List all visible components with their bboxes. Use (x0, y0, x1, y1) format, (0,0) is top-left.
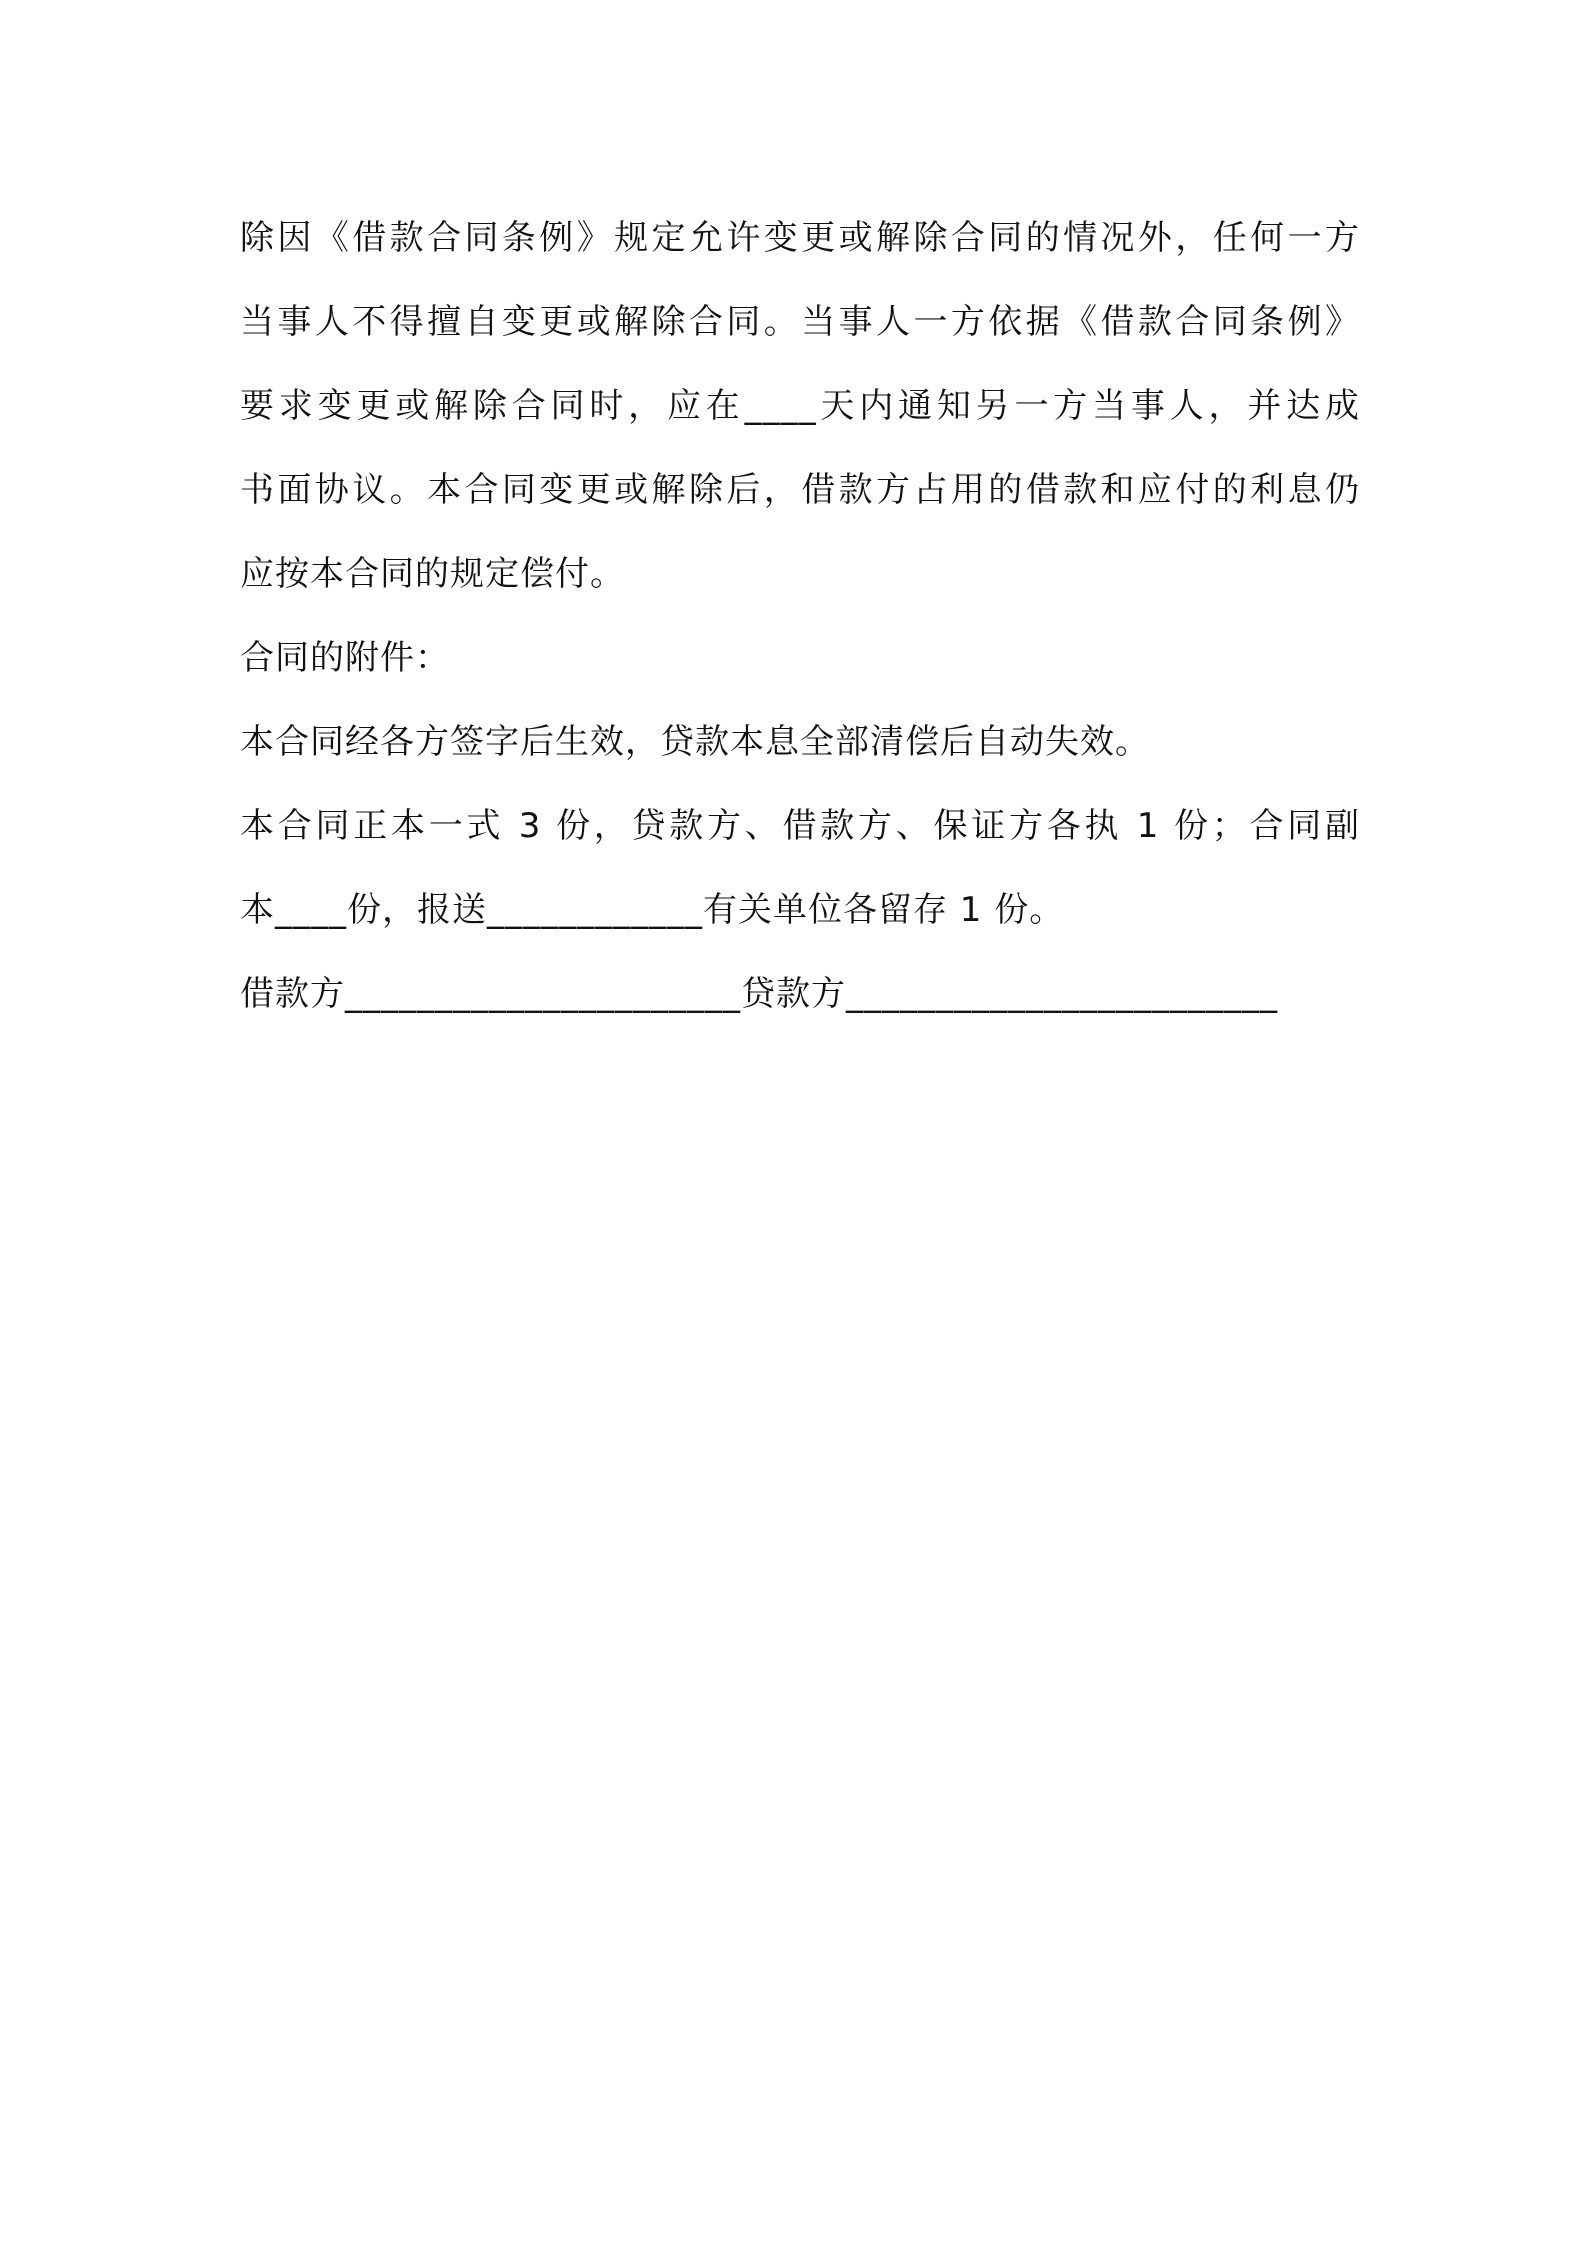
clause-line-5: 应按本合同的规定偿付。 (240, 554, 625, 594)
document-body (240, 196, 1360, 1036)
copies-clause-line-2: 本____份，报送____________有关单位各留存 1 份。 (240, 890, 1065, 930)
clause-line-2: 当事人不得擅自变更或解除合同。当事人一方依据《借款合同条例》 (240, 302, 1360, 342)
effectiveness-clause: 本合同经各方签字后生效，贷款本息全部清偿后自动失效。 (240, 722, 1150, 762)
clause-line-3: 要求变更或解除合同时，应在____天内通知另一方当事人，并达成 (240, 386, 1360, 426)
clause-line-1: 除因《借款合同条例》规定允许变更或解除合同的情况外，任何一方 (240, 218, 1360, 258)
signature-line: 借款方______________________贷款方________________________ (240, 974, 1278, 1014)
copies-clause-line-1: 本合同正本一式 3 份，贷款方、借款方、保证方各执 1 份；合同副 (240, 806, 1360, 846)
attachments-heading: 合同的附件： (240, 638, 450, 678)
clause-line-4: 书面协议。本合同变更或解除后，借款方占用的借款和应付的利息仍 (240, 470, 1360, 510)
